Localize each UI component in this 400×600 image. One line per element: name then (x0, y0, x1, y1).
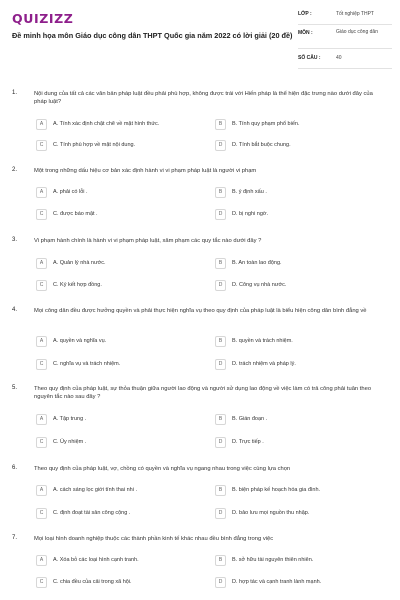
option-letter-badge: A (36, 336, 47, 347)
question-number: 3. (12, 237, 18, 243)
option-text: C. nghĩa vụ và trách nhiệm. (53, 361, 121, 367)
option-c[interactable] (36, 577, 204, 589)
option-letter-badge: D (215, 359, 226, 370)
option-text: A. cách sáng lọc giới tính thai nhi . (53, 487, 138, 493)
question-number: 6. (12, 465, 18, 471)
option-b[interactable] (215, 258, 383, 270)
option-d[interactable] (215, 577, 383, 589)
question-number: 2. (12, 167, 18, 173)
meta-value-subject: Giáo dục công dân (336, 29, 378, 35)
meta-row-count (298, 55, 392, 67)
option-text: D. trách nhiệm và pháp lý. (232, 361, 296, 367)
option-d[interactable] (215, 140, 383, 152)
option-d[interactable] (215, 209, 383, 221)
option-letter-badge: D (215, 577, 226, 588)
option-c[interactable] (36, 209, 204, 221)
option-a[interactable] (36, 414, 204, 426)
option-d[interactable] (215, 508, 383, 520)
option-text: B. Gián đoạn . (232, 416, 268, 422)
option-letter-badge: A (36, 414, 47, 425)
option-d[interactable] (215, 359, 383, 371)
option-text: A. Quản lý nhà nước. (53, 260, 106, 266)
meta-divider (298, 68, 392, 69)
option-a[interactable] (36, 258, 204, 270)
option-letter-badge: A (36, 485, 47, 496)
option-letter-badge: D (215, 140, 226, 151)
meta-value-count: 40 (336, 55, 342, 61)
option-text: D. Công vụ nhà nước. (232, 282, 287, 288)
option-letter-badge: B (215, 258, 226, 269)
question-text: Mọi loại hình doanh nghiệp thuộc các thành phần kinh tế khác nhau đều bình đẳng trong việc (34, 536, 274, 542)
option-letter-badge: B (215, 555, 226, 566)
option-letter-badge: B (215, 187, 226, 198)
option-c[interactable] (36, 437, 204, 449)
option-text: B. Tính quy phạm phổ biến. (232, 121, 300, 127)
option-d[interactable] (215, 437, 383, 449)
option-letter-badge: B (215, 414, 226, 425)
question-text: Theo quy định của pháp luật, vợ, chồng có quyền và nghĩa vụ ngang nhau trong việc cùng lựa chọn (34, 466, 291, 472)
option-letter-badge: A (36, 258, 47, 269)
option-letter-badge: C (36, 359, 47, 370)
worksheet-header (0, 0, 400, 78)
question-text: Nội dung của tất cả các văn bản pháp luật đều phải phù hợp, không được trái với Hiến pháp là thể hiện đặc trưng nào dưới đây của pháp luật? (34, 91, 373, 105)
meta-divider (298, 48, 392, 49)
question-6 (0, 465, 400, 523)
option-letter-badge: B (215, 119, 226, 130)
option-text: D. Trực tiếp . (232, 439, 264, 445)
option-text: C. chia đều của cải trong xã hội. (53, 579, 132, 585)
option-b[interactable] (215, 336, 383, 348)
option-b[interactable] (215, 555, 383, 567)
option-text: A. quyền và nghĩa vụ. (53, 338, 107, 344)
meta-key-subject: MÔN : (298, 30, 313, 36)
question-4 (0, 307, 400, 373)
option-letter-badge: A (36, 119, 47, 130)
option-text: B. biện pháp kế hoạch hóa gia đình. (232, 487, 321, 493)
question-7 (0, 535, 400, 595)
meta-row-subject (298, 29, 392, 45)
question-text: Theo quy định của pháp luật, sự thỏa thuận giữa người lao động và người sử dụng lao động về việc làm có trả công phải tuân theo nguyên tắc nào sau đây ? (34, 386, 372, 400)
option-text: C. Ủy nhiệm . (53, 439, 87, 445)
option-letter-badge: C (36, 577, 47, 588)
option-c[interactable] (36, 280, 204, 292)
question-1 (0, 90, 400, 152)
option-text: D. Tính bắt buộc chung. (232, 142, 291, 148)
question-5 (0, 385, 400, 451)
option-letter-badge: C (36, 140, 47, 151)
option-letter-badge: C (36, 508, 47, 519)
option-letter-badge: A (36, 555, 47, 566)
quizizz-logo: QUIZIZZ (12, 11, 74, 26)
question-3 (0, 237, 400, 295)
option-text: A. Xóa bỏ các loại hình cạnh tranh. (53, 557, 139, 563)
question-number: 4. (12, 307, 18, 313)
meta-row-class (298, 11, 392, 23)
option-text: B. ý định xấu . (232, 189, 267, 195)
option-b[interactable] (215, 119, 383, 131)
option-text: C. định đoạt tài sản công cộng . (53, 510, 131, 516)
question-text: Mọi công dân đều được hưởng quyền và phải thực hiện nghĩa vụ theo quy định của pháp luật là biểu hiện công dân bình đẳng về (34, 308, 367, 314)
option-a[interactable] (36, 485, 204, 497)
question-number: 1. (12, 90, 18, 96)
question-text: Vi phạm hành chính là hành vi vi phạm pháp luật, xâm phạm các quy tắc nào dưới đây ? (34, 238, 262, 244)
option-letter-badge: A (36, 187, 47, 198)
option-text: D. bị nghi ngờ. (232, 211, 269, 217)
option-text: B. An toàn lao động. (232, 260, 282, 266)
option-text: A. phải có lỗi . (53, 189, 88, 195)
option-text: A. Tính xác định chặt chẽ về mặt hình thức. (53, 121, 160, 127)
option-letter-badge: C (36, 209, 47, 220)
question-text: Một trong những dấu hiệu cơ bản xác định hành vi vi phạm pháp luật là người vi phạm (34, 168, 257, 174)
option-c[interactable] (36, 140, 204, 152)
question-2 (0, 167, 400, 225)
question-number: 5. (12, 385, 18, 391)
question-number: 7. (12, 535, 18, 541)
option-letter-badge: D (215, 508, 226, 519)
meta-key-count: SỐ CÂU : (298, 55, 321, 61)
option-letter-badge: C (36, 280, 47, 291)
option-text: C. Tính phù hợp về mặt nội dung. (53, 142, 136, 148)
option-letter-badge: D (215, 437, 226, 448)
worksheet-title: Đề minh họa môn Giáo dục công dân THPT Quốc gia năm 2022 có lời giải (20 đề) (12, 31, 293, 40)
option-b[interactable] (215, 414, 383, 426)
option-text: A. Tập trung . (53, 416, 87, 422)
option-a[interactable] (36, 119, 204, 131)
option-text: C. Ký kết hợp đồng. (53, 282, 102, 288)
option-letter-badge: D (215, 280, 226, 291)
option-letter-badge: C (36, 437, 47, 448)
option-c[interactable] (36, 508, 204, 520)
option-letter-badge: B (215, 336, 226, 347)
option-text: B. sở hữu tài nguyên thiên nhiên. (232, 557, 314, 563)
option-a[interactable] (36, 555, 204, 567)
option-a[interactable] (36, 336, 204, 348)
option-text: D. hợp tác và cạnh tranh lành mạnh. (232, 579, 322, 585)
option-b[interactable] (215, 485, 383, 497)
option-text: B. quyền và trách nhiệm. (232, 338, 293, 344)
option-text: C. được báo mật . (53, 211, 98, 217)
option-d[interactable] (215, 280, 383, 292)
option-c[interactable] (36, 359, 204, 371)
option-b[interactable] (215, 187, 383, 199)
option-letter-badge: B (215, 485, 226, 496)
option-letter-badge: D (215, 209, 226, 220)
meta-value-class: Tốt nghiệp THPT (336, 11, 374, 17)
option-a[interactable] (36, 187, 204, 199)
option-text: D. bảo lưu mọi nguồn thu nhập. (232, 510, 310, 516)
meta-divider (298, 24, 392, 25)
meta-key-class: LỚP : (298, 11, 312, 17)
